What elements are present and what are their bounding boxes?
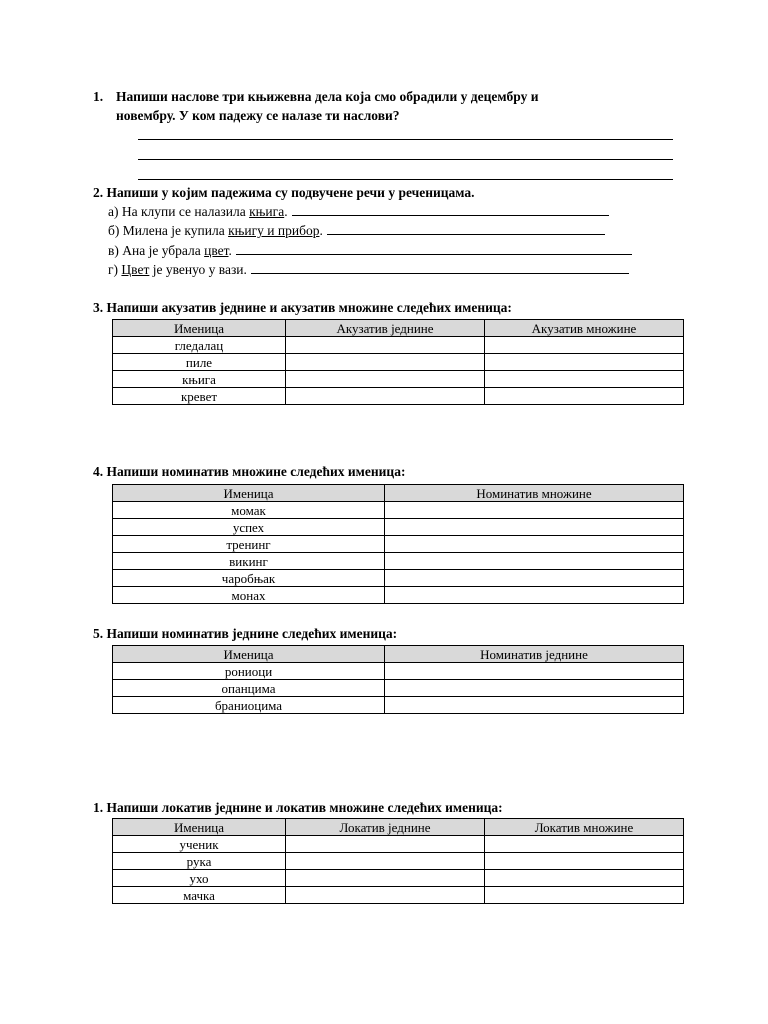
answer-cell[interactable]: [286, 853, 485, 870]
answer-cell[interactable]: [286, 371, 485, 388]
answer-cell[interactable]: [385, 587, 684, 604]
table-row: [113, 371, 684, 388]
q2-sentence-d: г) Цвет је увенуо у вази.: [108, 262, 629, 278]
answer-cell[interactable]: [485, 388, 684, 405]
q5-title: 5. Напиши номинатив једнине следећих именица:: [93, 626, 398, 641]
q2-sentence-a: а) На клупи се налазила књига.: [108, 204, 609, 220]
answer-cell[interactable]: [485, 354, 684, 371]
table-row: [113, 697, 684, 714]
answer-cell[interactable]: [485, 853, 684, 870]
column-header: Именица: [113, 646, 385, 663]
column-header: Акузатив множине: [485, 320, 684, 337]
noun-cell: успех: [113, 519, 385, 536]
q4-table: [112, 484, 684, 604]
q2-sentence-c: в) Ана је убрала цвет.: [108, 243, 632, 259]
noun-cell: момак: [113, 502, 385, 519]
answer-cell[interactable]: [286, 836, 485, 853]
column-header: Локатив множине: [485, 819, 684, 836]
answer-line-1[interactable]: [138, 139, 673, 140]
table-row: [113, 502, 684, 519]
answer-cell[interactable]: [385, 697, 684, 714]
column-header: Локатив једнине: [286, 819, 485, 836]
answer-cell[interactable]: [385, 502, 684, 519]
answer-line-3[interactable]: [138, 179, 673, 180]
noun-cell: рониоци: [113, 663, 385, 680]
q5-table: [112, 645, 684, 714]
noun-cell: кревет: [113, 388, 286, 405]
column-header: Номинатив множине: [385, 485, 684, 502]
underlined-word: књигу и прибор: [228, 223, 320, 238]
noun-cell: монах: [113, 587, 385, 604]
q3-title: 3. Напиши акузатив једнине и акузатив множине следећих именица:: [93, 300, 512, 315]
answer-cell[interactable]: [286, 388, 485, 405]
answer-cell[interactable]: [385, 553, 684, 570]
table-row: [113, 663, 684, 680]
table-row: [113, 536, 684, 553]
column-header: Именица: [113, 485, 385, 502]
answer-cell[interactable]: [485, 337, 684, 354]
answer-cell[interactable]: [485, 371, 684, 388]
table-row: [113, 388, 684, 405]
table-row: [113, 853, 684, 870]
answer-cell[interactable]: [485, 870, 684, 887]
noun-cell: ухо: [113, 870, 286, 887]
underlined-word: цвет: [204, 243, 229, 258]
q6-title: 1. Напиши локатив једнине и локатив множине следећих именица:: [93, 800, 503, 815]
table-row: [113, 680, 684, 697]
table-row: [113, 354, 684, 371]
answer-blank-d[interactable]: [251, 262, 629, 274]
table-row: [113, 570, 684, 587]
table-row: [113, 519, 684, 536]
answer-cell[interactable]: [485, 887, 684, 904]
table-row: [113, 887, 684, 904]
table-row: [113, 553, 684, 570]
column-header: Именица: [113, 320, 286, 337]
table-row: [113, 870, 684, 887]
q1-text-line2: новембру. У ком падежу се налазе ти наслови?: [116, 108, 400, 123]
noun-cell: чаробњак: [113, 570, 385, 587]
noun-cell: рука: [113, 853, 286, 870]
noun-cell: пиле: [113, 354, 286, 371]
answer-cell[interactable]: [286, 870, 485, 887]
q1-number: 1.: [93, 89, 104, 104]
table-row: [113, 587, 684, 604]
q6-table: [112, 818, 684, 904]
noun-cell: ученик: [113, 836, 286, 853]
noun-cell: мачка: [113, 887, 286, 904]
answer-cell[interactable]: [385, 519, 684, 536]
column-header: Номинатив једнине: [385, 646, 684, 663]
q4-title: 4. Напиши номинатив множине следећих именица:: [93, 464, 406, 479]
table-row: [113, 337, 684, 354]
noun-cell: књига: [113, 371, 286, 388]
q2-sentence-b: б) Милена је купила књигу и прибор.: [108, 223, 605, 239]
column-header: Акузатив једнине: [286, 320, 485, 337]
noun-cell: опанцима: [113, 680, 385, 697]
answer-cell[interactable]: [385, 663, 684, 680]
underlined-word: књига: [249, 204, 285, 219]
answer-cell[interactable]: [385, 536, 684, 553]
answer-blank-c[interactable]: [236, 243, 632, 255]
answer-line-2[interactable]: [138, 159, 673, 160]
noun-cell: гледалац: [113, 337, 286, 354]
noun-cell: тренинг: [113, 536, 385, 553]
answer-cell[interactable]: [286, 354, 485, 371]
answer-blank-a[interactable]: [292, 204, 609, 216]
answer-blank-b[interactable]: [327, 223, 605, 235]
answer-cell[interactable]: [286, 337, 485, 354]
noun-cell: браниоцима: [113, 697, 385, 714]
q3-table: [112, 319, 684, 405]
answer-cell[interactable]: [385, 570, 684, 587]
answer-cell[interactable]: [385, 680, 684, 697]
answer-cell[interactable]: [485, 836, 684, 853]
answer-cell[interactable]: [286, 887, 485, 904]
noun-cell: викинг: [113, 553, 385, 570]
column-header: Именица: [113, 819, 286, 836]
table-row: [113, 836, 684, 853]
underlined-word: Цвет: [121, 262, 150, 277]
q2-title: 2. Напиши у којим падежима су подвучене речи у реченицама.: [93, 185, 475, 200]
q1-text-line1: Напиши наслове три књижевна дела која смо обрадили у децембру и: [116, 89, 539, 104]
